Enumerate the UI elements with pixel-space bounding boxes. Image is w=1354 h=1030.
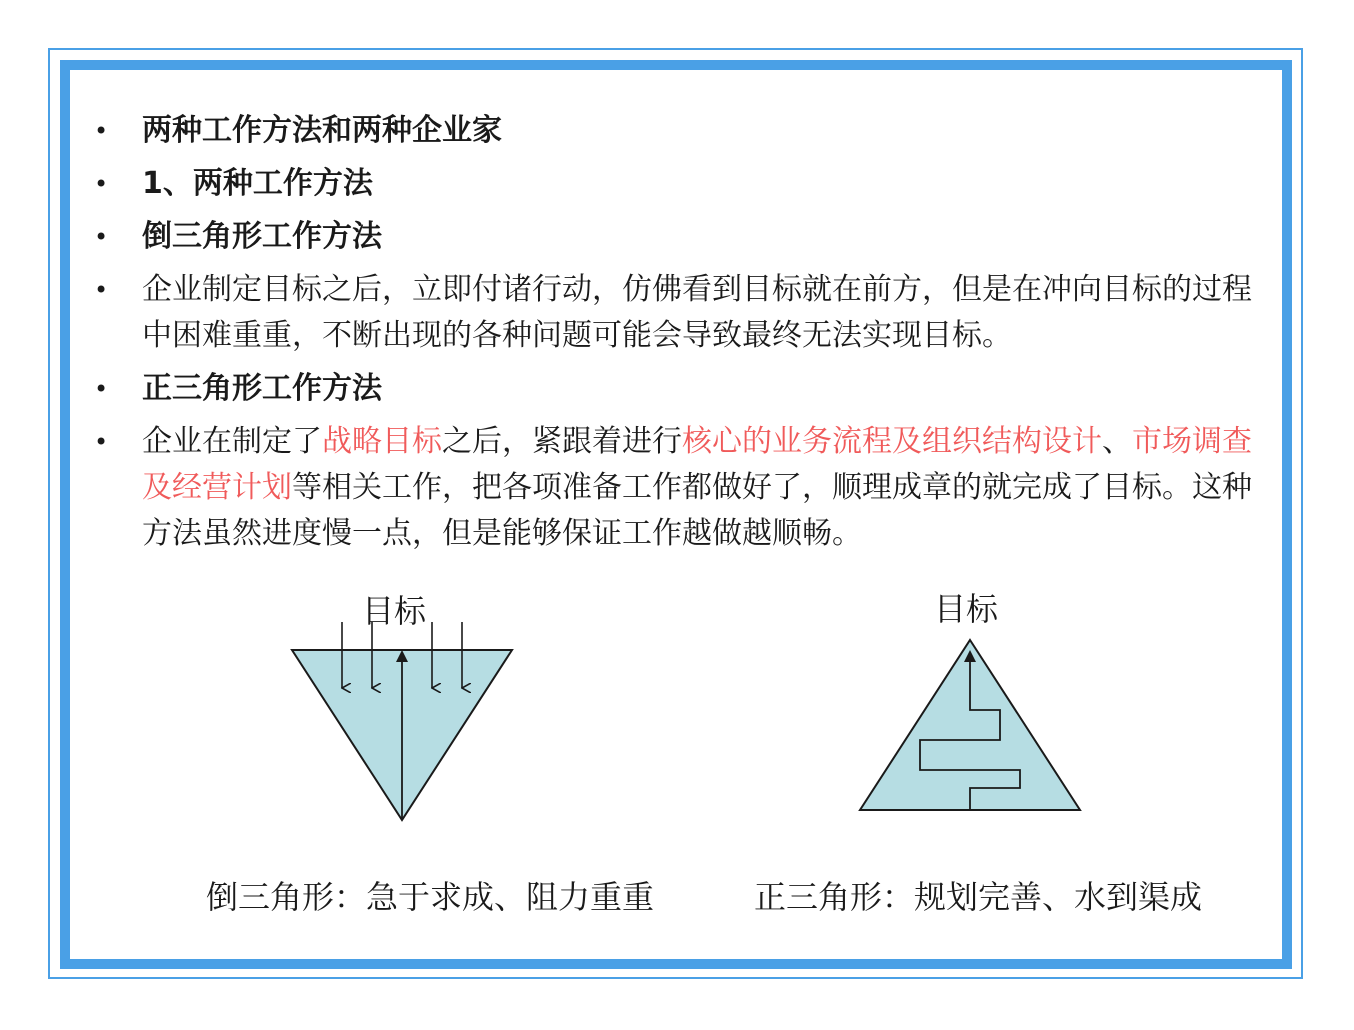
bullet-dot: •	[94, 170, 109, 198]
bullet-text: 1、两种工作方法	[142, 166, 373, 201]
bullet-text: 正三角形工作方法	[142, 371, 382, 406]
plain-text: 、	[1102, 424, 1132, 459]
bullet-text: 企业制定目标之后，立即付诸行动，仿佛看到目标就在前方，但是在冲向目标的过程中困难重重，不断出现的各种问题可能会导致最终无法实现目标。	[142, 272, 1252, 353]
bullet-dot: •	[94, 428, 109, 456]
plain-text: 等相关工作，把各项准备工作都做好了，顺理成章的就完成了目标。这种方法虽然进度慢一点，但是能够保证工作越做越顺畅。	[142, 470, 1252, 551]
highlight-text: 市场调查及经营计划	[142, 424, 1252, 505]
bullet-dot: •	[94, 375, 109, 403]
bullet-dot: •	[94, 117, 109, 145]
inverted-triangle-caption: 倒三角形：急于求成、阻力重重	[206, 878, 655, 916]
plain-text: 之后，紧跟着进行	[442, 424, 682, 459]
highlight-text: 核心的业务流程及组织结构设计	[682, 424, 1102, 459]
bullet-text: 两种工作方法和两种企业家	[142, 113, 502, 148]
upright-triangle-label: 目标	[934, 590, 999, 628]
plain-text: 企业在制定了	[142, 424, 322, 459]
upright-triangle-caption: 正三角形：规划完善、水到渠成	[754, 878, 1203, 916]
bullet-dot: •	[94, 223, 109, 251]
highlight-text: 战略目标	[322, 424, 442, 459]
bullet-text: 倒三角形工作方法	[142, 219, 382, 254]
inverted-triangle-label: 目标	[362, 592, 427, 630]
bullet-dot: •	[94, 276, 109, 304]
